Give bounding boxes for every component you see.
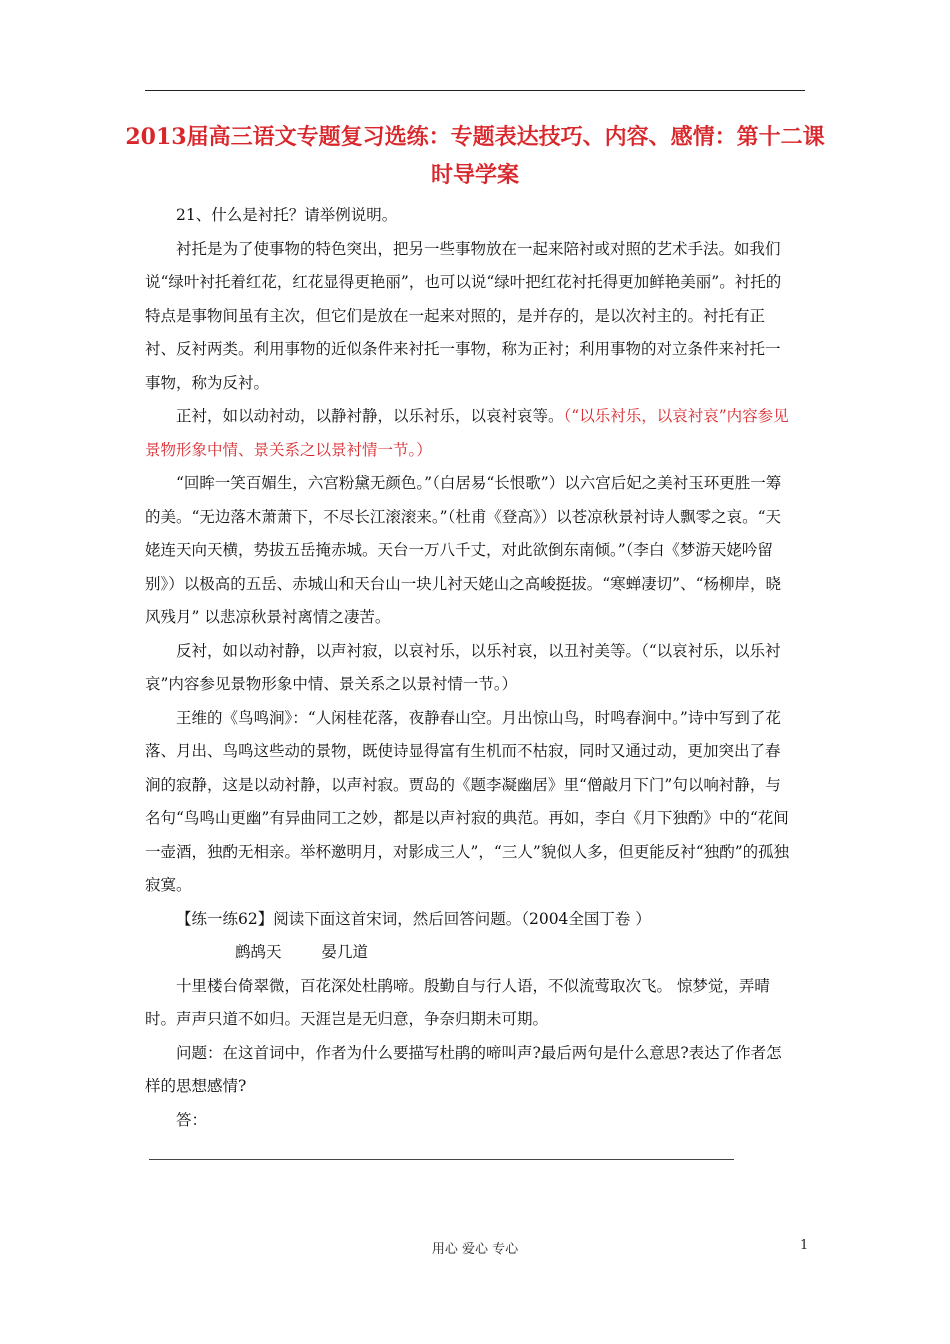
paragraph-wangwei: 王维的《鸟鸣涧》：“人闲桂花落，夜静春山空。月出惊山鸟，时鸣春涧中。”诗中写到了花落、月出、鸟鸣这些动的景物，既使诗显得富有生机而不枯寂，同时又通过动，更加突出了春涧的寂静，这是以动衬静，以声衬寂。贾岛的《题李凝幽居》里“僧敲月下门”句以响衬静，与名句“鸟鸣山更幽”有异曲同工之妙，都是以声衬寂的典范。再如，李白《月下独酌》中的“花间一壶酒，独酌无相亲。举杯邀明月，对影成三人”，“三人”貌似人多，但更能反衬“独酌”的孤独寂寞。 [145,708,790,894]
poem-name: 鹧鸪天 [235,943,282,961]
answer-blank[interactable] [149,1143,734,1160]
paragraph-negative-contrast: 反衬，如以动衬静，以声衬寂，以哀衬乐，以乐衬哀，以丑衬美等。（“以哀衬乐，以乐衬哀”内容参见景物形象中情、景关系之以景衬情一节。） [145,641,781,693]
positive-contrast-note: （“以乐衬乐，以哀衬哀”内容参见景物形象中情、景关系之以景衬情一节。） [145,407,789,459]
answer-label: 答： [176,1110,208,1129]
question-text: 问题：在这首词中，作者为什么要描写杜鹃的啼叫声?最后两句是什么意思?表达了作者怎样的思想感情? [145,1043,782,1095]
poem-text: 十里楼台倚翠微，百花深处杜鹃啼。殷勤自与行人语，不似流莺取次飞。 惊梦觉，弄晴时。声声只道不如归。天涯岂是无归意，争奈归期未可期。 [145,976,770,1028]
positive-contrast-text: 正衬，如以动衬动，以静衬静，以乐衬乐，以哀衬哀等。 [176,407,564,425]
footer-motto: 用心 爱心 专心 [431,1242,519,1257]
poem-author: 晏几道 [321,943,369,961]
question-heading: 21、什么是衬托？请举例说明。 [176,206,398,224]
header-rule [145,90,805,91]
paragraph-positive-contrast [145,400,793,467]
paragraph-examples: “回眸一笑百媚生，六宫粉黛无颜色。”（白居易“长恨歌”）以六宫后妃之美衬玉环更胜一筹的美。“无边落木萧萧下，不尽长江滚滚来。”（杜甫《登高》）以苍凉秋景衬诗人飘零之哀。“天姥连天向天横，势拔五岳掩赤城。天台一万八千丈，对此欲倒东南倾。”（李白《梦游天姥吟留别》）以极高的五岳、赤城山和天台山一块儿衬天姥山之高峻挺拔。“寒蝉凄切”、“杨柳岸，晓风残月” 以悲凉秋景衬离情之凄苦。 [145,474,782,626]
poem-title-line [145,936,793,970]
page-number: 1 [800,1238,809,1253]
answer-row [145,1104,793,1171]
exercise-heading: 【练一练62】阅读下面这首宋词，然后回答问题。（2004全国丁卷 ） [176,909,651,928]
paragraph-definition: 衬托是为了使事物的特色突出，把另一些事物放在一起来陪衬或对照的艺术手法。如我们说“绿叶衬托着红花，红花显得更艳丽”，也可以说“绿叶把红花衬托得更加鲜艳美丽”。衬托的特点是事物间虽有主次，但它们是放在一起来对照的，是并存的，是以次衬主的。衬托有正衬、反衬两类。利用事物的近似条件来衬托一事物，称为正衬；利用事物的对立条件来衬托一事物，称为反衬。 [145,239,782,392]
document-title: 2013届高三语文专题复习选练：专题表达技巧、内容、感情：第十二课时导学案 [125,124,825,188]
document-body [145,199,793,1171]
